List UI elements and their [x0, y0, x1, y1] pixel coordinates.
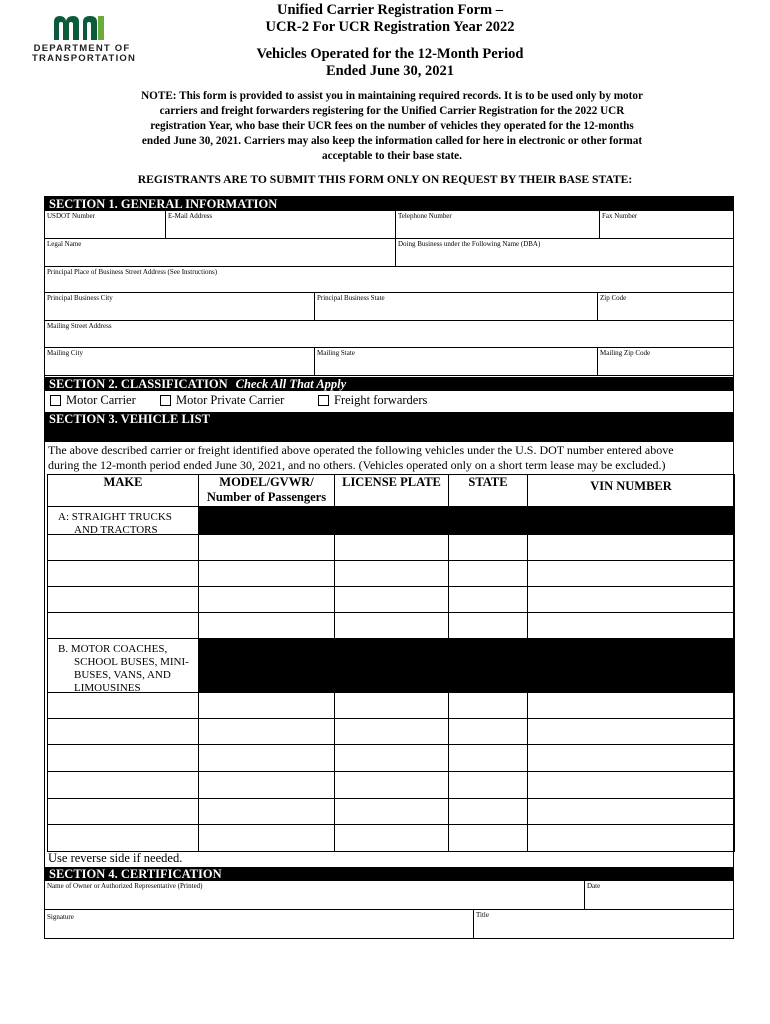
vehicle-entry-cell[interactable]: [198, 586, 335, 613]
note-line4: ended June 30, 2021. Carriers may also keep the information called for here in electronic or other format: [141, 135, 643, 147]
fax-field[interactable]: Fax Number: [599, 210, 734, 239]
group-label-motor-coaches: B. MOTOR COACHES, SCHOOL BUSES, MINI- BUSES, VANS, AND LIMOUSINES: [47, 638, 199, 693]
vehicle-entry-cell[interactable]: [47, 771, 199, 799]
vehicle-entry-cell[interactable]: [198, 534, 335, 561]
vehicle-entry-cell[interactable]: [527, 718, 735, 745]
logo-line2: TRANSPORTATION: [32, 53, 137, 64]
vehicle-entry-cell[interactable]: [198, 718, 335, 745]
vehicle-entry-cell[interactable]: [527, 824, 735, 852]
vehicle-entry-cell[interactable]: [448, 612, 528, 639]
vehicle-entry-cell[interactable]: [198, 798, 335, 825]
section3-header: SECTION 3. VEHICLE LIST: [44, 412, 734, 442]
section2-subtitle: Check All That Apply: [235, 377, 347, 391]
vehicle-entry-cell[interactable]: [334, 824, 449, 852]
checkbox-box[interactable]: [160, 395, 171, 406]
group-label-straight-trucks: A: STRAIGHT TRUCKS AND TRACTORS: [47, 506, 199, 535]
period-title-1: Vehicles Operated for the 12-Month Period: [256, 46, 524, 62]
mailing-city-field[interactable]: Mailing City: [44, 347, 315, 376]
vehicle-entry-cell[interactable]: [47, 692, 199, 719]
vehicle-entry-cell[interactable]: [527, 534, 735, 561]
business-street-field[interactable]: Principal Place of Business Street Address (See Instructions): [44, 266, 734, 293]
vehicle-entry-cell[interactable]: [198, 771, 335, 799]
phone-field[interactable]: Telephone Number: [395, 210, 600, 239]
vehicle-entry-cell[interactable]: [448, 534, 528, 561]
blocked-cell: [448, 506, 528, 535]
date-field[interactable]: Date: [584, 880, 734, 910]
checkbox-box[interactable]: [50, 395, 61, 406]
vehicle-entry-cell[interactable]: [198, 612, 335, 639]
vehicle-entry-cell[interactable]: [448, 744, 528, 772]
title-field[interactable]: Title: [473, 909, 734, 939]
business-state-field[interactable]: Principal Business State: [314, 292, 598, 321]
vehicle-entry-cell[interactable]: [527, 586, 735, 613]
blocked-cell: [527, 638, 735, 693]
period-title-2: Ended June 30, 2021: [325, 63, 455, 79]
zip-field[interactable]: Zip Code: [597, 292, 734, 321]
signature-field[interactable]: Signature: [44, 909, 474, 939]
checkbox-box[interactable]: [318, 395, 329, 406]
motor-private-carrier-label: Motor Private Carrier: [176, 393, 285, 407]
vehicle-entry-cell[interactable]: [448, 718, 528, 745]
vehicle-entry-cell[interactable]: [334, 744, 449, 772]
vehicle-entry-cell[interactable]: [334, 798, 449, 825]
note-line2: carriers and freight forwarders registering for the Unified Carrier Registration for the 2022 UCR: [159, 105, 625, 117]
form-title-2: UCR-2 For UCR Registration Year 2022: [265, 19, 515, 35]
legal-name-field[interactable]: Legal Name: [44, 238, 396, 267]
vehicle-entry-cell[interactable]: [448, 560, 528, 587]
note-line5: acceptable to their base state.: [322, 150, 462, 162]
blocked-cell: [527, 506, 735, 535]
business-city-field[interactable]: Principal Business City: [44, 292, 315, 321]
vehicle-entry-cell[interactable]: [448, 798, 528, 825]
vehicle-entry-cell[interactable]: [334, 692, 449, 719]
vehicle-entry-cell[interactable]: [47, 612, 199, 639]
reverse-side-note: Use reverse side if needed.: [48, 851, 183, 865]
freight-forwarders-checkbox[interactable]: [318, 393, 427, 407]
vehicle-entry-cell[interactable]: [448, 824, 528, 852]
mailing-zip-field[interactable]: Mailing Zip Code: [597, 347, 734, 376]
vehicle-statement-line2: during the 12-month period ended June 30, 2021, and no others. (Vehicles operated only on a short term lease may be excluded.): [48, 458, 666, 472]
vehicle-table: [47, 474, 734, 864]
vehicle-entry-cell[interactable]: [448, 586, 528, 613]
header-license-plate: LICENSE PLATE: [334, 474, 449, 507]
mailing-street-field[interactable]: Mailing Street Address: [44, 320, 734, 348]
header-vin: VIN NUMBER: [527, 474, 735, 507]
blocked-cell: [334, 506, 449, 535]
vehicle-entry-cell[interactable]: [527, 798, 735, 825]
mndot-logo: [32, 12, 137, 64]
section2-title: SECTION 2. CLASSIFICATION: [49, 377, 228, 391]
vehicle-entry-cell[interactable]: [527, 744, 735, 772]
section4-header: SECTION 4. CERTIFICATION: [44, 867, 734, 881]
logo-line1: DEPARTMENT OF: [33, 43, 131, 54]
vehicle-statement-line1: The above described carrier or freight identified above operated the following vehicles under the U.S. DOT number entered above: [48, 443, 674, 457]
owner-name-field[interactable]: Name of Owner or Authorized Representative (Printed): [44, 880, 585, 910]
section1-header: SECTION 1. GENERAL INFORMATION: [44, 197, 734, 211]
header-make: MAKE: [47, 474, 199, 507]
vehicle-entry-cell[interactable]: [448, 692, 528, 719]
vehicle-entry-cell[interactable]: [448, 771, 528, 799]
dba-field[interactable]: Doing Business under the Following Name (DBA): [395, 238, 734, 267]
note-line3: registration Year, who base their UCR fees on the number of vehicles they operated for the 12-months: [150, 120, 634, 132]
vehicle-entry-cell[interactable]: [47, 824, 199, 852]
vehicle-entry-cell[interactable]: [198, 692, 335, 719]
vehicle-entry-cell[interactable]: [198, 560, 335, 587]
motor-private-carrier-checkbox[interactable]: [160, 393, 284, 407]
vehicle-entry-cell[interactable]: [47, 534, 199, 561]
request-notice: REGISTRANTS ARE TO SUBMIT THIS FORM ONLY ON REQUEST BY THEIR BASE STATE:: [137, 173, 633, 186]
vehicle-entry-cell[interactable]: [47, 586, 199, 613]
vehicle-entry-cell[interactable]: [47, 744, 199, 772]
vehicle-entry-cell[interactable]: [198, 824, 335, 852]
blocked-cell: [334, 638, 449, 693]
mailing-state-field[interactable]: Mailing State: [314, 347, 598, 376]
blocked-cell: [198, 638, 335, 693]
section2-header: [44, 377, 734, 391]
vehicle-entry-cell[interactable]: [334, 560, 449, 587]
vehicle-entry-cell[interactable]: [47, 798, 199, 825]
blocked-cell: [198, 506, 335, 535]
form-title-1: Unified Carrier Registration Form –: [276, 2, 504, 18]
header-state: STATE: [448, 474, 528, 507]
vehicle-entry-cell[interactable]: [334, 586, 449, 613]
header-model: MODEL/GVWR/ Number of Passengers: [198, 474, 335, 507]
vehicle-entry-cell[interactable]: [334, 771, 449, 799]
vehicle-entry-cell[interactable]: [527, 560, 735, 587]
freight-forwarders-label: Freight forwarders: [334, 393, 428, 407]
vehicle-entry-cell[interactable]: [527, 612, 735, 639]
note-line1: NOTE: This form is provided to assist you in maintaining required records. It is to be used only by motor: [141, 90, 643, 102]
vehicle-entry-cell[interactable]: [198, 744, 335, 772]
vehicle-entry-cell[interactable]: [334, 534, 449, 561]
vehicle-entry-cell[interactable]: [47, 560, 199, 587]
usdot-field[interactable]: USDOT Number: [44, 210, 166, 239]
vehicle-entry-cell[interactable]: [527, 692, 735, 719]
vehicle-entry-cell[interactable]: [47, 718, 199, 745]
email-field[interactable]: E-Mail Address: [165, 210, 396, 239]
motor-carrier-checkbox[interactable]: [50, 393, 136, 407]
motor-carrier-label: Motor Carrier: [66, 393, 136, 407]
vehicle-entry-cell[interactable]: [334, 612, 449, 639]
vehicle-entry-cell[interactable]: [527, 771, 735, 799]
mn-logo-icon: [52, 12, 112, 42]
vehicle-entry-cell[interactable]: [334, 718, 449, 745]
blocked-cell: [448, 638, 528, 693]
